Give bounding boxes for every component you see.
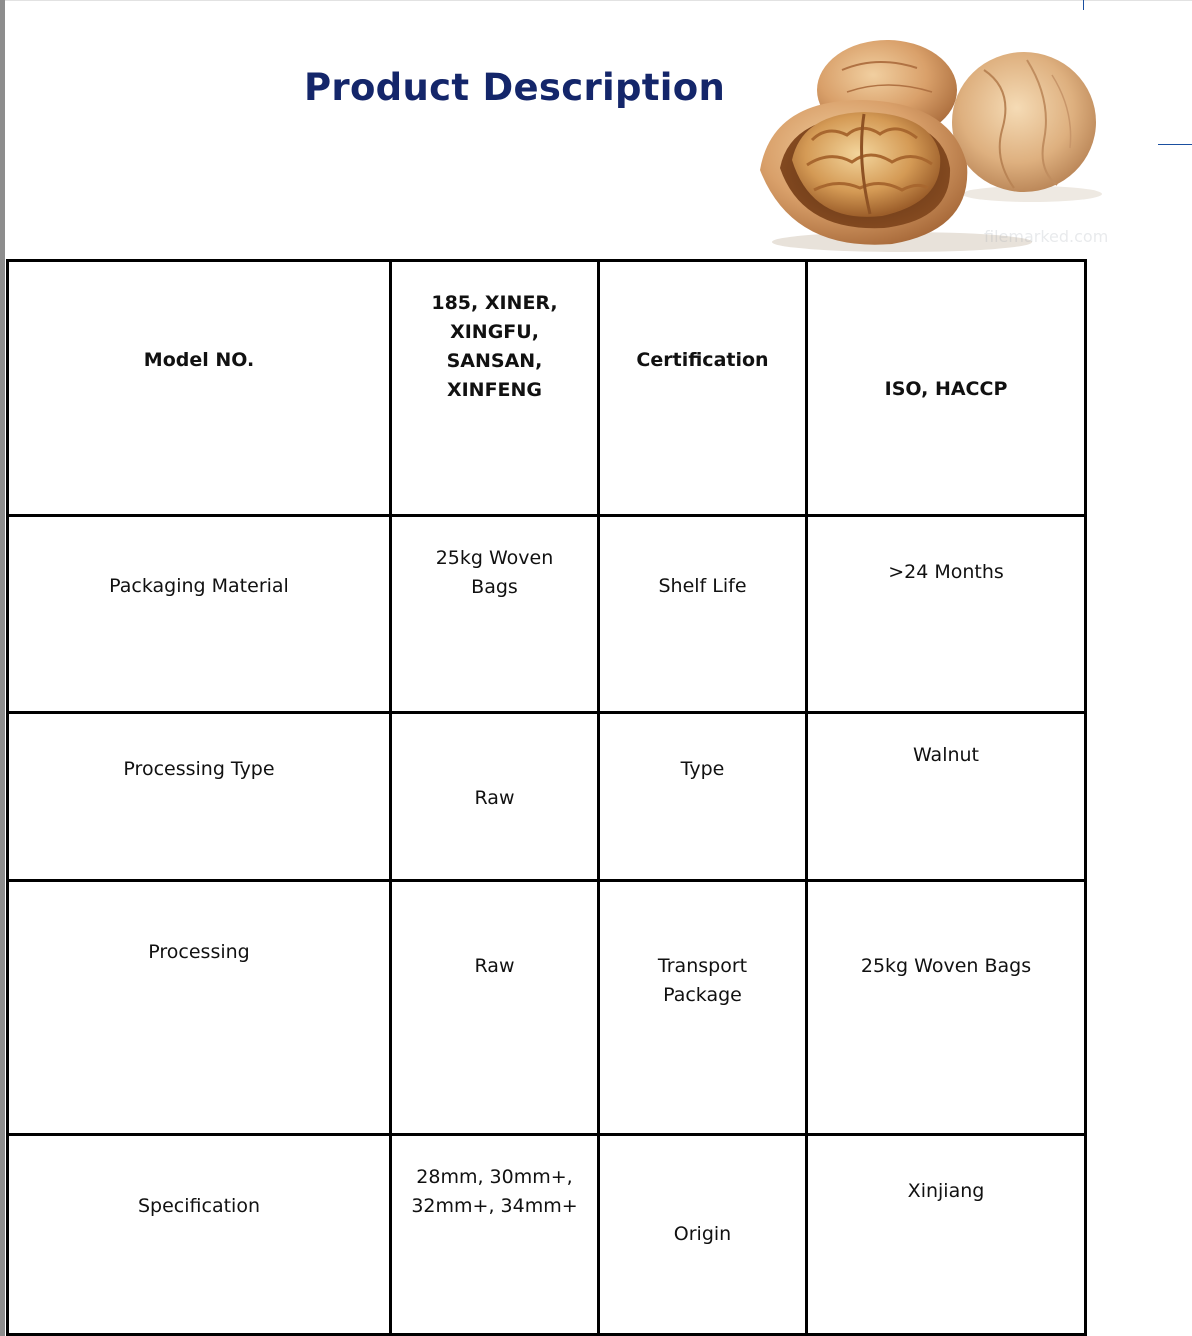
table-cell-label: Certification bbox=[599, 261, 807, 516]
table-cell-value: Walnut bbox=[807, 713, 1086, 881]
table-cell-value: 185, XINER, XINGFU, SANSAN, XINFENG bbox=[391, 261, 599, 516]
table-cell-value: Raw bbox=[391, 881, 599, 1135]
table-cell-value: 25kg Woven Bags bbox=[391, 516, 599, 713]
table-cell-value: Raw bbox=[391, 713, 599, 881]
table-cell-value: >24 Months bbox=[807, 516, 1086, 713]
table-cell-value: ISO, HACCP bbox=[807, 261, 1086, 516]
table-cell-label: Packaging Material bbox=[8, 516, 391, 713]
page-corner-mark bbox=[1083, 0, 1084, 10]
table-row bbox=[8, 713, 1086, 881]
walnut-photo bbox=[752, 30, 1148, 256]
page-left-edge bbox=[0, 0, 5, 1336]
table-row bbox=[8, 516, 1086, 713]
table-row bbox=[8, 1135, 1086, 1335]
page-top-edge bbox=[5, 0, 1192, 1]
table-cell-value: 28mm, 30mm+, 32mm+, 34mm+ bbox=[391, 1135, 599, 1335]
watermark: filemarked.com bbox=[984, 227, 1109, 246]
table-cell-label: Processing bbox=[8, 881, 391, 1135]
table-row bbox=[8, 881, 1086, 1135]
table-cell-label: Transport Package bbox=[599, 881, 807, 1135]
product-spec-table bbox=[6, 259, 1087, 1336]
page-title: Product Description bbox=[304, 66, 726, 109]
table-cell-label: Processing Type bbox=[8, 713, 391, 881]
table-cell-label: Type bbox=[599, 713, 807, 881]
table-row bbox=[8, 261, 1086, 516]
page-side-mark bbox=[1158, 144, 1192, 145]
table-cell-value: 25kg Woven Bags bbox=[807, 881, 1086, 1135]
table-cell-label: Shelf Life bbox=[599, 516, 807, 713]
table-cell-label: Model NO. bbox=[8, 261, 391, 516]
table-cell-label: Origin bbox=[599, 1135, 807, 1335]
table-cell-label: Specification bbox=[8, 1135, 391, 1335]
table-cell-value: Xinjiang bbox=[807, 1135, 1086, 1335]
